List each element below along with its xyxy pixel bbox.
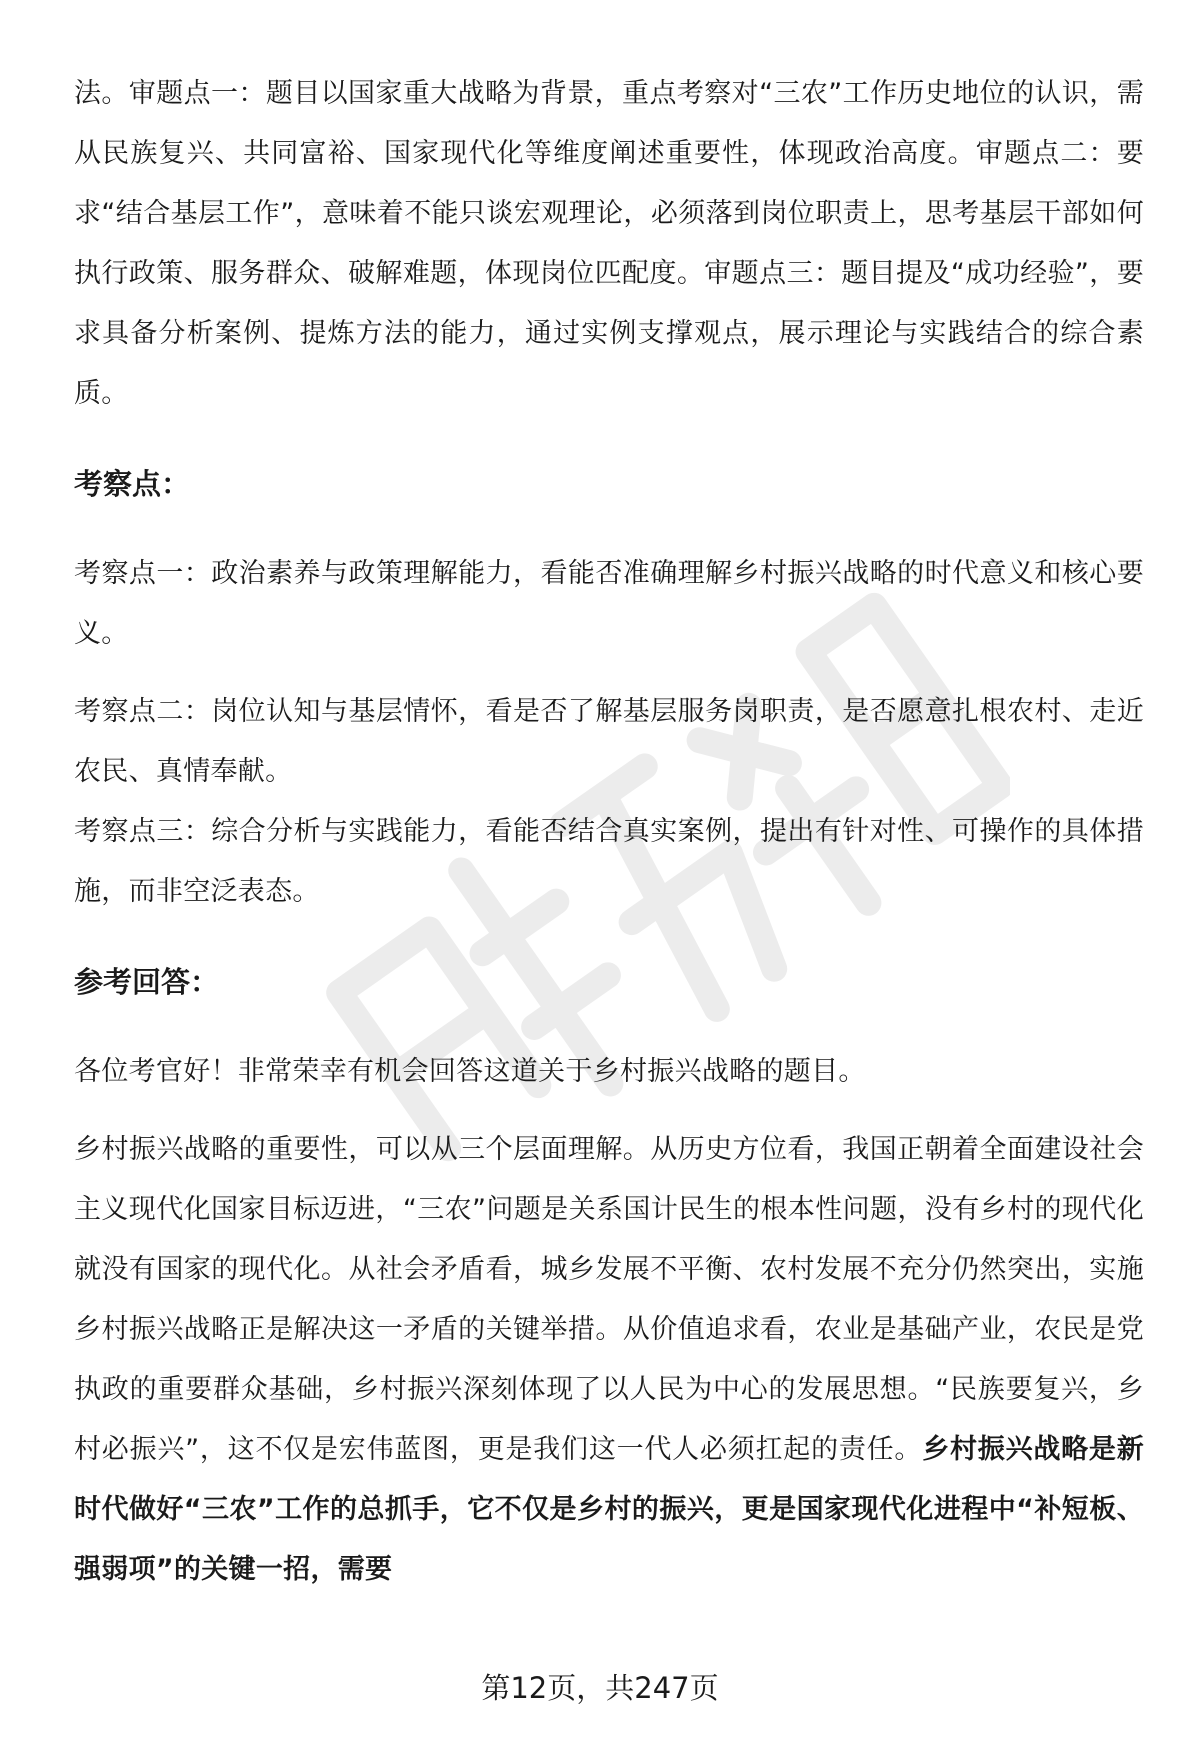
section-heading-answer: 参考回答：	[74, 965, 220, 999]
answer-body-text: 乡村振兴战略的重要性，可以从三个层面理解。从历史方位看，我国正朝着全面建设社会主义现代化国家目标迈进，“三农”问题是关系国计民生的根本性问题，没有乡村的现代化就没有国家的现代化。从社会矛盾看，城乡发展不平衡、农村发展不充分仍然突出，实施乡村振兴战略正是解决这一矛盾的关键举措。从价值追求看，农业是基础产业，农民是党执政的重要群众基础，乡村振兴深刻体现了以人民为中心的发展思想。“民族要复兴，乡村必振兴”，这不仅是宏伟蓝图，更是我们这一代人必须扛起的责任。	[74, 1134, 1144, 1465]
focus-point-2: 考察点二：岗位认知与基层情怀，看是否了解基层服务岗职责，是否愿意扎根农村、走近农民、真情奉献。	[74, 696, 1144, 787]
document-body	[74, 64, 1144, 1600]
focus-point-1: 考察点一：政治素养与政策理解能力，看能否准确理解乡村振兴战略的时代意义和核心要义。	[74, 558, 1144, 649]
answer-body-emphasis: 乡村振兴战略是新时代做好“三农”工作的总抓手，它不仅是乡村的振兴，更是国家现代化进程中“补短板、强弱项”的关键一招，需要	[74, 1434, 1144, 1585]
focus-point-3: 考察点三：综合分析与实践能力，看能否结合真实案例，提出有针对性、可操作的具体措施，而非空泛表态。	[74, 816, 1144, 907]
page-number: 第12页，共247页	[481, 1671, 719, 1705]
section-heading-focus: 考察点：	[74, 467, 191, 501]
answer-body-paragraph	[74, 1120, 1144, 1600]
answer-greeting: 各位考官好！非常荣幸有机会回答这道关于乡村振兴战略的题目。	[74, 1056, 866, 1087]
intro-paragraph: 法。审题点一：题目以国家重大战略为背景，重点考察对“三农”工作历史地位的认识，需从民族复兴、共同富裕、国家现代化等维度阐述重要性，体现政治高度。审题点二：要求“结合基层工作”，意味着不能只谈宏观理论，必须落到岗位职责上，思考基层干部如何执行政策、服务群众、破解难题，体现岗位匹配度。审题点三：题目提及“成功经验”，要求具备分析案例、提炼方法的能力，通过实例支撑观点，展示理论与实践结合的综合素质。	[74, 78, 1144, 409]
